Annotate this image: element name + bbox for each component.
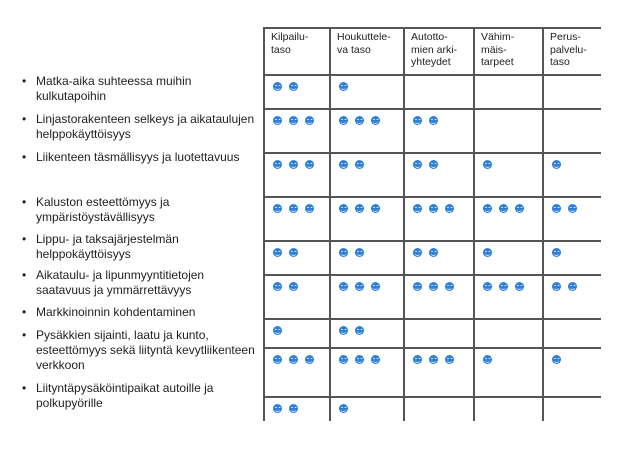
score-cell <box>265 320 329 347</box>
score-cell <box>475 110 542 152</box>
smiley-icon <box>568 204 577 213</box>
score-cell <box>405 398 473 438</box>
smiley-icon <box>289 116 298 125</box>
smiley-icon <box>499 204 508 213</box>
score-cell <box>331 398 403 438</box>
smiley-icon <box>483 248 492 257</box>
smiley-icon <box>429 116 438 125</box>
smiley-icon <box>305 355 314 364</box>
smiley-icon <box>273 326 282 335</box>
score-cell <box>331 242 403 274</box>
bullet-icon: • <box>22 150 27 164</box>
smiley-icon <box>273 160 282 169</box>
smiley-icon <box>552 248 561 257</box>
smiley-icon <box>305 204 314 213</box>
score-cell <box>405 320 473 347</box>
score-cell <box>544 398 607 438</box>
smiley-icon <box>568 282 577 291</box>
criterion-item <box>22 268 262 298</box>
column-header-kilpailutaso <box>265 29 329 74</box>
smiley-icon <box>355 355 364 364</box>
score-cell <box>405 76 473 108</box>
score-cell <box>331 110 403 152</box>
score-cell <box>544 349 607 396</box>
score-cell <box>475 276 542 318</box>
criterion-label: Linjastorakenteen selkeys ja aikataulujen helppokäyttöisyys <box>36 112 255 141</box>
criterion-item <box>22 232 262 262</box>
smiley-icon <box>273 82 282 91</box>
criterion-label: Pysäkkien sijainti, laatu ja kunto, esteettömyys sekä liityntä kevytliikenteen verkkoon <box>36 328 255 372</box>
bullet-icon: • <box>22 328 27 342</box>
criterion-label: Liikenteen täsmällisyys ja luotettavuus <box>36 150 240 164</box>
smiley-icon <box>483 160 492 169</box>
score-cell <box>405 349 473 396</box>
score-cell <box>475 349 542 396</box>
smiley-icon <box>289 160 298 169</box>
smiley-icon <box>339 204 348 213</box>
score-cell <box>265 276 329 318</box>
criterion-item <box>22 74 262 104</box>
score-cell <box>265 398 329 438</box>
smiley-icon <box>305 116 314 125</box>
score-cell <box>475 154 542 196</box>
smiley-icon <box>429 204 438 213</box>
score-cell <box>265 242 329 274</box>
bullet-icon: • <box>22 305 27 319</box>
criterion-item <box>22 381 262 411</box>
score-cell <box>331 349 403 396</box>
smiley-icon <box>371 282 380 291</box>
smiley-icon <box>355 326 364 335</box>
criterion-label: Matka-aika suhteessa muihin kulkutapoihin <box>36 74 192 103</box>
score-cell <box>544 242 607 274</box>
smiley-icon <box>483 204 492 213</box>
smiley-icon <box>429 355 438 364</box>
criterion-label: Markkinoinnin kohdentaminen <box>36 305 196 319</box>
smiley-icon <box>305 160 314 169</box>
score-cell <box>544 320 607 347</box>
score-cell <box>331 198 403 240</box>
smiley-icon <box>483 282 492 291</box>
smiley-icon <box>552 355 561 364</box>
smiley-icon <box>552 282 561 291</box>
smiley-icon <box>515 282 524 291</box>
smiley-icon <box>355 248 364 257</box>
column-header-autottomien-arkiyhteydet <box>405 29 473 74</box>
score-cell <box>475 76 542 108</box>
smiley-icon <box>289 204 298 213</box>
criterion-label: Aikataulu- ja lipunmyyntitietojen saatavuus ja ymmärrettävyys <box>36 268 205 297</box>
smiley-icon <box>413 282 422 291</box>
score-cell <box>331 320 403 347</box>
score-cell <box>544 154 607 196</box>
score-cell <box>265 76 329 108</box>
smiley-icon <box>339 248 348 257</box>
score-cell <box>265 110 329 152</box>
smiley-icon <box>339 82 348 91</box>
criteria-list <box>22 0 262 457</box>
smiley-icon <box>339 282 348 291</box>
smiley-icon <box>413 248 422 257</box>
smiley-icon <box>355 160 364 169</box>
smiley-icon <box>445 282 454 291</box>
bullet-icon: • <box>22 74 27 88</box>
smiley-icon <box>552 160 561 169</box>
score-cell <box>544 276 607 318</box>
criterion-label: Kaluston esteettömyys ja ympäristöystävällisyys <box>36 195 170 224</box>
score-cell <box>331 276 403 318</box>
criterion-label: Lippu- ja taksajärjestelmän helppokäyttöisyys <box>36 232 179 261</box>
column-header-vahimmaistarpeet <box>475 29 542 74</box>
criterion-item <box>22 195 262 225</box>
smiley-icon <box>483 355 492 364</box>
bullet-icon: • <box>22 268 27 282</box>
score-cell <box>265 349 329 396</box>
criterion-item <box>22 328 262 373</box>
smiley-icon <box>273 116 282 125</box>
criterion-item <box>22 305 262 320</box>
smiley-icon <box>289 404 298 413</box>
smiley-icon <box>413 355 422 364</box>
score-cell <box>475 198 542 240</box>
smiley-icon <box>289 82 298 91</box>
score-cell <box>544 76 607 108</box>
score-cell <box>405 154 473 196</box>
score-cell <box>331 154 403 196</box>
column-header-label: Houkuttele- va taso <box>337 31 391 56</box>
smiley-icon <box>339 326 348 335</box>
smiley-icon <box>273 248 282 257</box>
score-cell <box>475 320 542 347</box>
column-header-label: Autotto- mien arki- yhteydet <box>411 31 458 68</box>
score-cell <box>405 110 473 152</box>
smiley-icon <box>273 282 282 291</box>
smiley-icon <box>413 116 422 125</box>
smiley-icon <box>515 204 524 213</box>
column-header-label: Perus- palvelu- taso <box>550 31 587 68</box>
smiley-icon <box>445 204 454 213</box>
score-cell <box>405 198 473 240</box>
smiley-icon <box>355 282 364 291</box>
smiley-icon <box>445 355 454 364</box>
bullet-icon: • <box>22 232 27 246</box>
score-cell <box>405 242 473 274</box>
score-cell <box>331 76 403 108</box>
smiley-icon <box>355 204 364 213</box>
column-header-houkutteleva-taso <box>331 29 403 74</box>
smiley-icon <box>413 160 422 169</box>
column-header-label: Kilpailu- taso <box>271 31 309 56</box>
service-level-table <box>263 27 601 421</box>
smiley-icon <box>339 404 348 413</box>
score-cell <box>405 276 473 318</box>
smiley-icon <box>552 204 561 213</box>
smiley-icon <box>429 248 438 257</box>
smiley-icon <box>499 282 508 291</box>
smiley-icon <box>413 204 422 213</box>
smiley-icon <box>339 355 348 364</box>
smiley-icon <box>289 355 298 364</box>
bullet-icon: • <box>22 381 27 395</box>
smiley-icon <box>339 116 348 125</box>
smiley-icon <box>371 204 380 213</box>
smiley-icon <box>371 355 380 364</box>
score-cell <box>544 198 607 240</box>
column-header-label: Vähim- mäis- tarpeet <box>481 31 515 68</box>
smiley-icon <box>429 160 438 169</box>
bullet-icon: • <box>22 112 27 126</box>
score-cell <box>475 398 542 438</box>
score-cell <box>265 154 329 196</box>
criterion-label: Liityntäpysäköintipaikat autoille ja polkupyörille <box>36 381 214 410</box>
score-cell <box>265 198 329 240</box>
column-header-peruspalvelutaso <box>544 29 607 74</box>
score-cell <box>475 242 542 274</box>
score-cell <box>544 110 607 152</box>
smiley-icon <box>371 116 380 125</box>
criterion-item <box>22 112 262 142</box>
smiley-icon <box>273 204 282 213</box>
smiley-icon <box>429 282 438 291</box>
bullet-icon: • <box>22 195 27 209</box>
smiley-icon <box>289 248 298 257</box>
smiley-icon <box>339 160 348 169</box>
smiley-icon <box>289 282 298 291</box>
criterion-item <box>22 150 262 165</box>
smiley-icon <box>273 404 282 413</box>
smiley-icon <box>355 116 364 125</box>
smiley-icon <box>273 355 282 364</box>
